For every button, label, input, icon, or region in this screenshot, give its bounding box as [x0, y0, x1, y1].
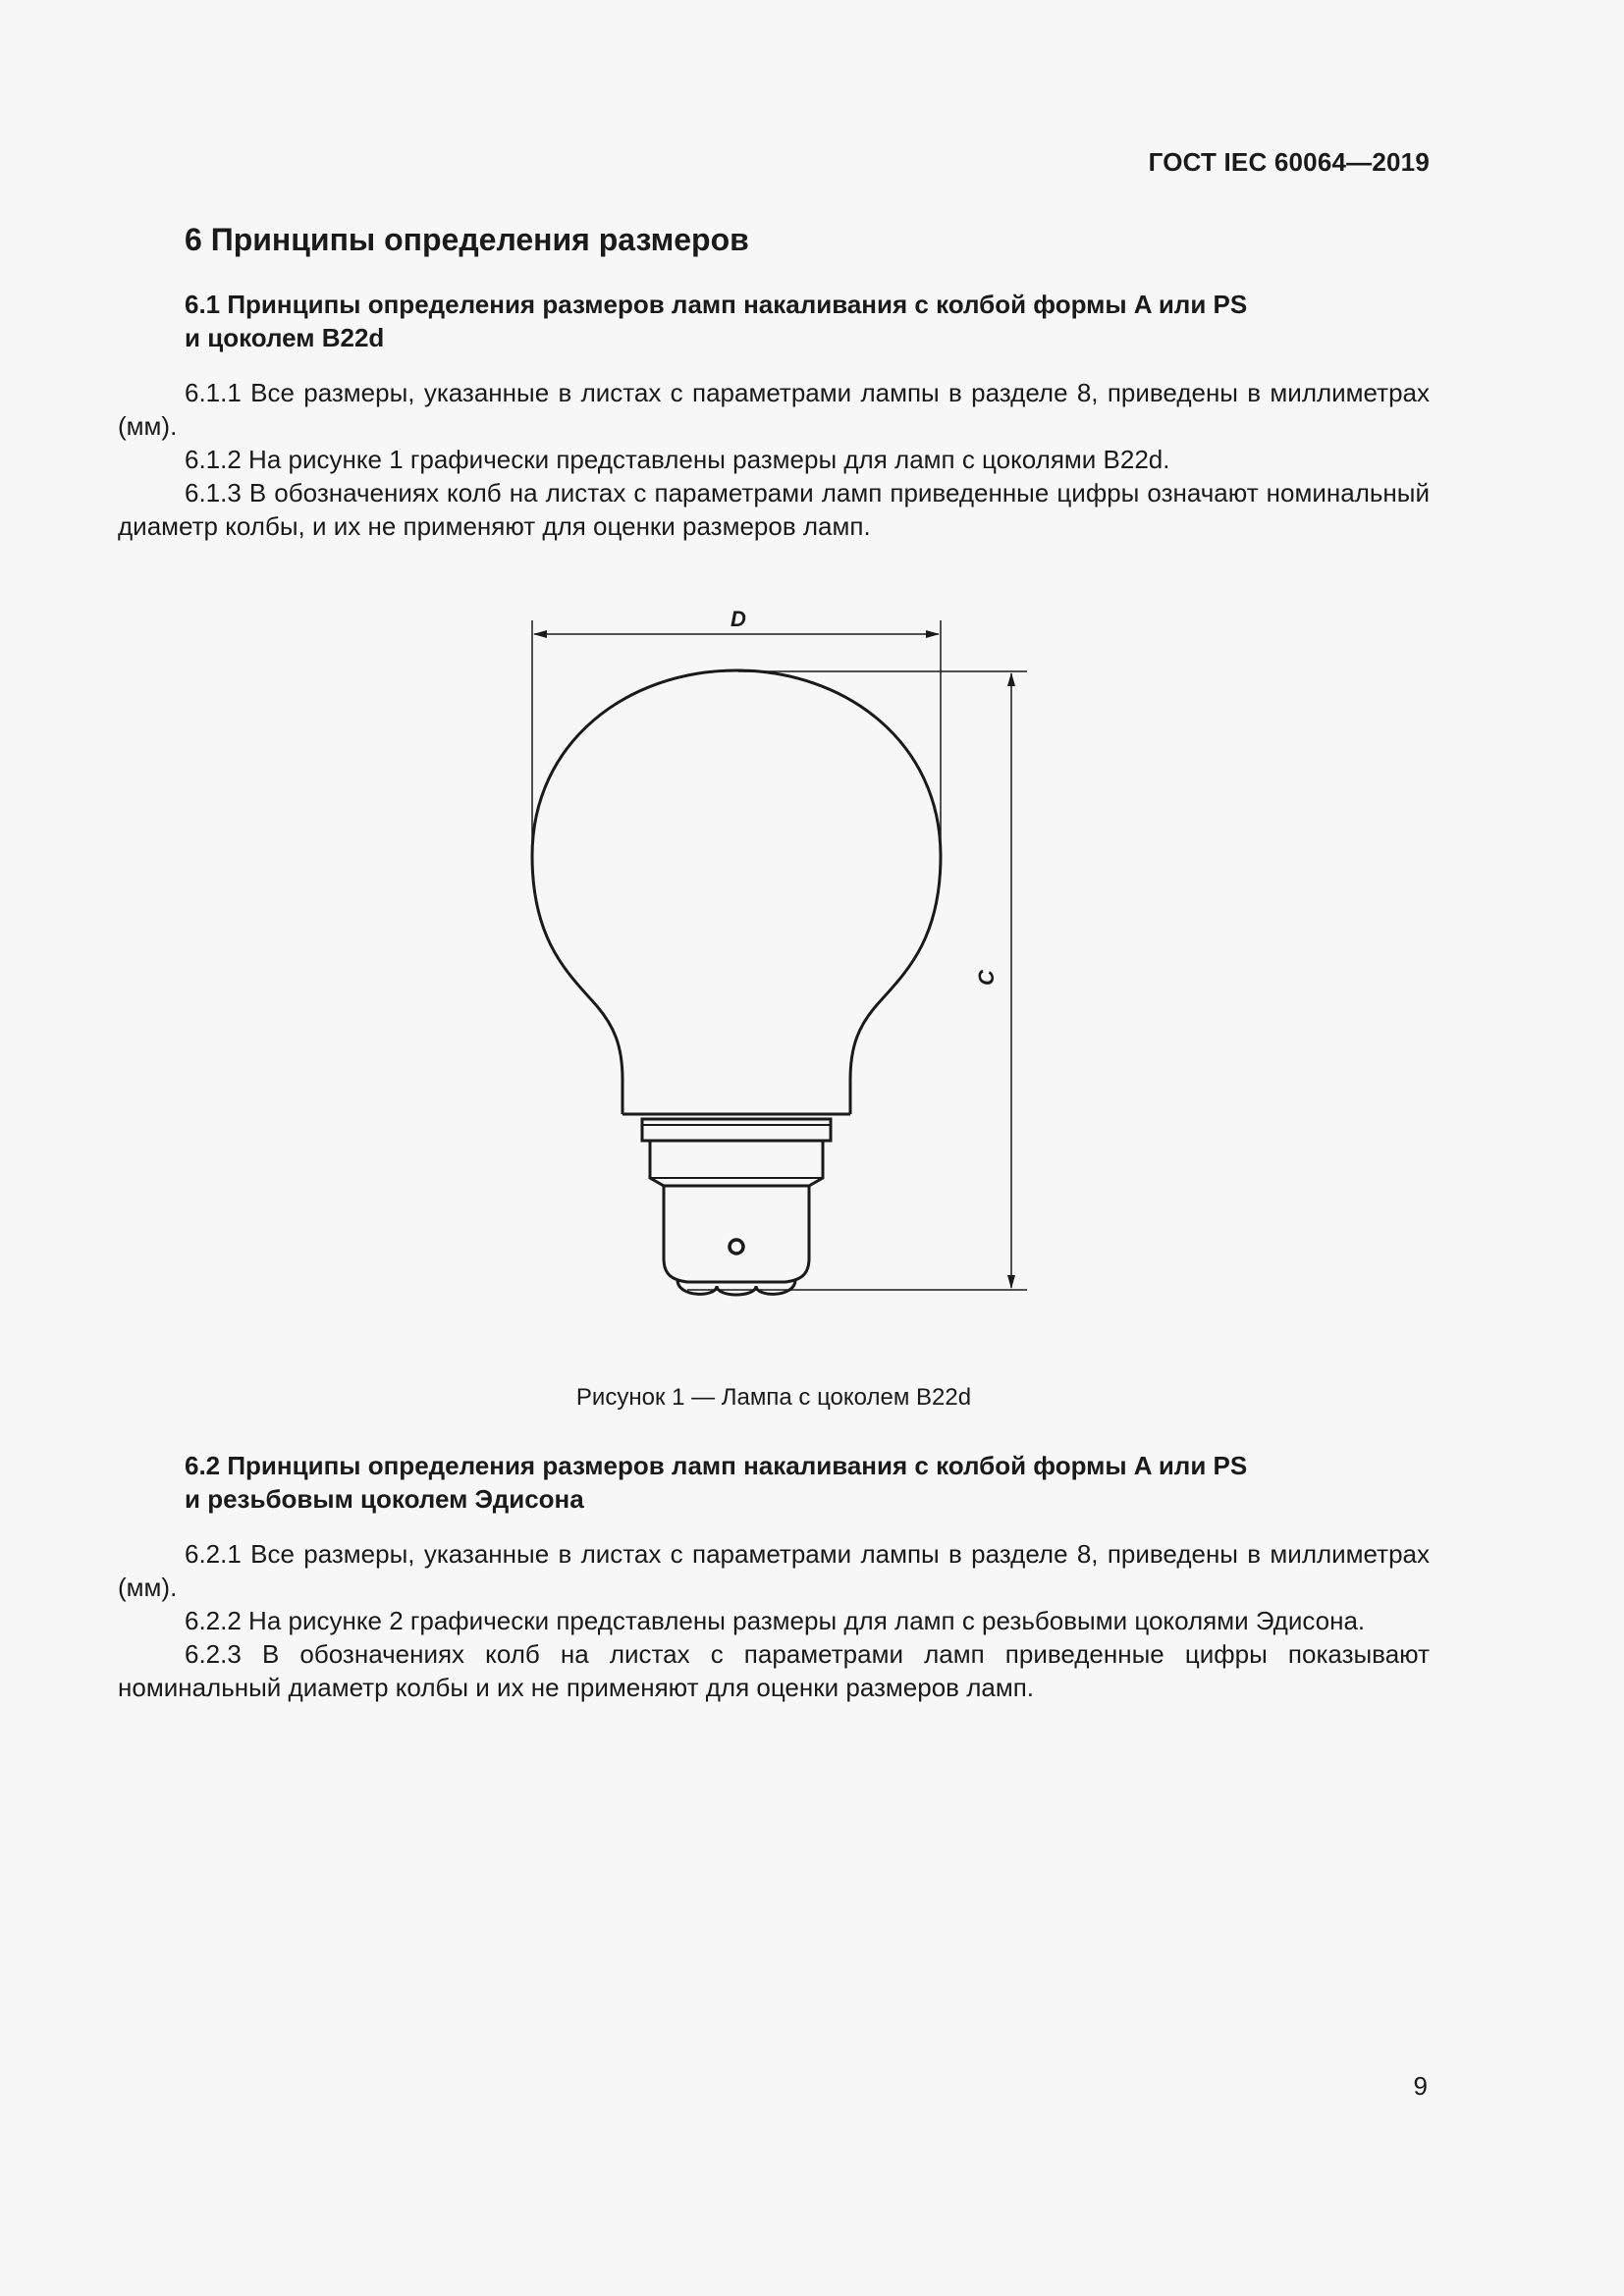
- page-number: 9: [1413, 2071, 1428, 2101]
- subsection-6-2-title-line2: и резьбовым цоколем Эдисона: [185, 1484, 584, 1514]
- base-shell: [664, 1186, 809, 1282]
- bulb-glass-outline: [532, 670, 941, 1114]
- subsection-6-2-title: [185, 1449, 1430, 1516]
- subsection-6-1-title-line1: 6.1 Принципы определения размеров ламп накаливания с колбой формы A или PS: [185, 290, 1248, 319]
- base-collar: [642, 1119, 831, 1141]
- lamp-b22d-diagram: [0, 599, 1624, 1325]
- paragraph-6-1-1: 6.1.1 Все размеры, указанные в листах с параметрами лампы в разделе 8, приведены в миллиметрах (мм).: [118, 378, 1430, 441]
- paragraph-6-1-3: 6.1.3 В обозначениях колб на листах с параметрами ламп приведенные цифры означают номинальный диаметр колбы, и их не применяют для оценки размеров ламп.: [118, 478, 1430, 541]
- figure-1-caption: Рисунок 1 — Лампа с цоколем B22d: [575, 1384, 972, 1411]
- paragraph-6-1-2: 6.1.2 На рисунке 1 графически представлены размеры для ламп с цоколями B22d.: [185, 445, 1170, 474]
- base-neck: [650, 1141, 823, 1186]
- document-code: ГОСТ IEC 60064—2019: [1148, 147, 1430, 177]
- subsection-6-2: [118, 1449, 1430, 1704]
- paragraph-6-2-1: 6.2.1 Все размеры, указанные в листах с параметрами лампы в разделе 8, приведены в миллиметрах (мм).: [118, 1539, 1430, 1602]
- subsection-6-2-title-line1: 6.2 Принципы определения размеров ламп накаливания с колбой формы A или PS: [185, 1451, 1248, 1480]
- figure-1-lamp-drawing: [0, 599, 1624, 1325]
- paragraph-6-2-2: 6.2.2 На рисунке 2 графически представлены размеры для ламп с резьбовыми цоколями Эдисона.: [185, 1606, 1366, 1635]
- section-6: [118, 222, 1430, 543]
- bayonet-pin: [730, 1240, 743, 1254]
- dimension-label-d: D: [731, 607, 746, 631]
- subsection-6-1-title: [185, 288, 1430, 354]
- section-title: 6 Принципы определения размеров: [185, 222, 749, 257]
- subsection-6-1-title-line2: и цоколем B22d: [185, 323, 385, 352]
- dimension-label-c: C: [974, 970, 999, 986]
- paragraph-6-2-3: 6.2.3 В обозначениях колб на листах с параметрами ламп приведенные цифры показывают номинальный диаметр колбы и их не применяют для оценки размеров ламп.: [118, 1639, 1430, 1702]
